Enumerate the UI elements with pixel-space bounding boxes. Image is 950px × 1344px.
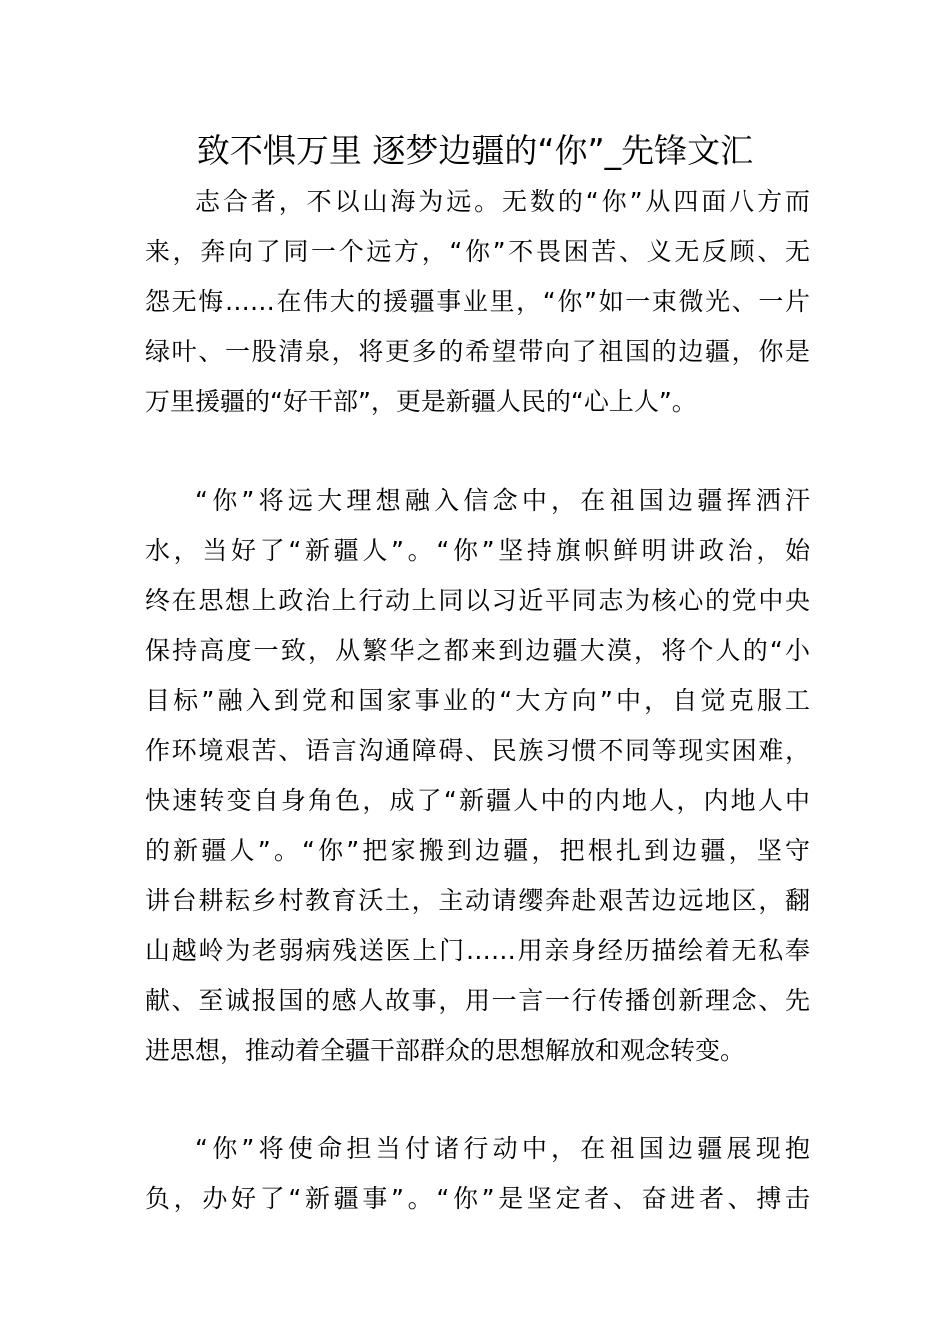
paragraph-1 bbox=[145, 177, 810, 427]
paragraph-line: 目标”融入到党和国家事业的“大方向”中，自觉克服工 bbox=[145, 686, 810, 715]
paragraph-line: 保持高度一致，从繁华之都来到边疆大漠，将个人的“小 bbox=[145, 636, 810, 665]
paragraph-line: 快速转变自身角色，成了“新疆人中的内地人，内地人中 bbox=[145, 786, 810, 815]
paragraph-3 bbox=[145, 1124, 810, 1224]
paragraph-line: 山越岭为老弱病残送医上门……用亲身经历描绘着无私奉 bbox=[145, 936, 810, 965]
paragraph-line: 作环境艰苦、语言沟通障碍、民族习惯不同等现实困难， bbox=[145, 736, 810, 765]
paragraph-line: 志合者，不以山海为远。无数的“你”从四面八方而 bbox=[195, 187, 810, 216]
paragraph-line: 终在思想上政治上行动上同以习近平同志为核心的党中央 bbox=[145, 586, 810, 615]
paragraph-line: 万里援疆的“好干部”，更是新疆人民的“心上人”。 bbox=[145, 387, 697, 416]
document-title: 致不惧万里 逐梦边疆的“你”_先锋文汇 bbox=[196, 131, 754, 170]
paragraph-2 bbox=[145, 476, 810, 1076]
paragraph-line: “你”将使命担当付诸行动中，在祖国边疆展现抱 bbox=[195, 1134, 810, 1163]
paragraph-line: 绿叶、一股清泉，将更多的希望带向了祖国的边疆，你是 bbox=[145, 337, 810, 366]
paragraph-line: 的新疆人”。“你”把家搬到边疆，把根扎到边疆，坚守 bbox=[145, 836, 810, 865]
paragraph-line: 来，奔向了同一个远方，“你”不畏困苦、义无反顾、无 bbox=[145, 237, 810, 266]
paragraph-line: 献、至诚报国的感人故事，用一言一行传播创新理念、先 bbox=[145, 986, 810, 1015]
paragraph-line: 讲台耕耘乡村教育沃土，主动请缨奔赴艰苦边远地区，翻 bbox=[145, 886, 810, 915]
paragraph-line: 水，当好了“新疆人”。“你”坚持旗帜鲜明讲政治，始 bbox=[145, 536, 810, 565]
paragraph-line: 进思想，推动着全疆干部群众的思想解放和观念转变。 bbox=[145, 1036, 746, 1065]
paragraph-line: 负，办好了“新疆事”。“你”是坚定者、奋进者、搏击 bbox=[145, 1184, 810, 1213]
paragraph-line: 怨无悔……在伟大的援疆事业里，“你”如一束微光、一片 bbox=[145, 287, 810, 316]
paragraph-line: “你”将远大理想融入信念中，在祖国边疆挥洒汗 bbox=[195, 486, 810, 515]
